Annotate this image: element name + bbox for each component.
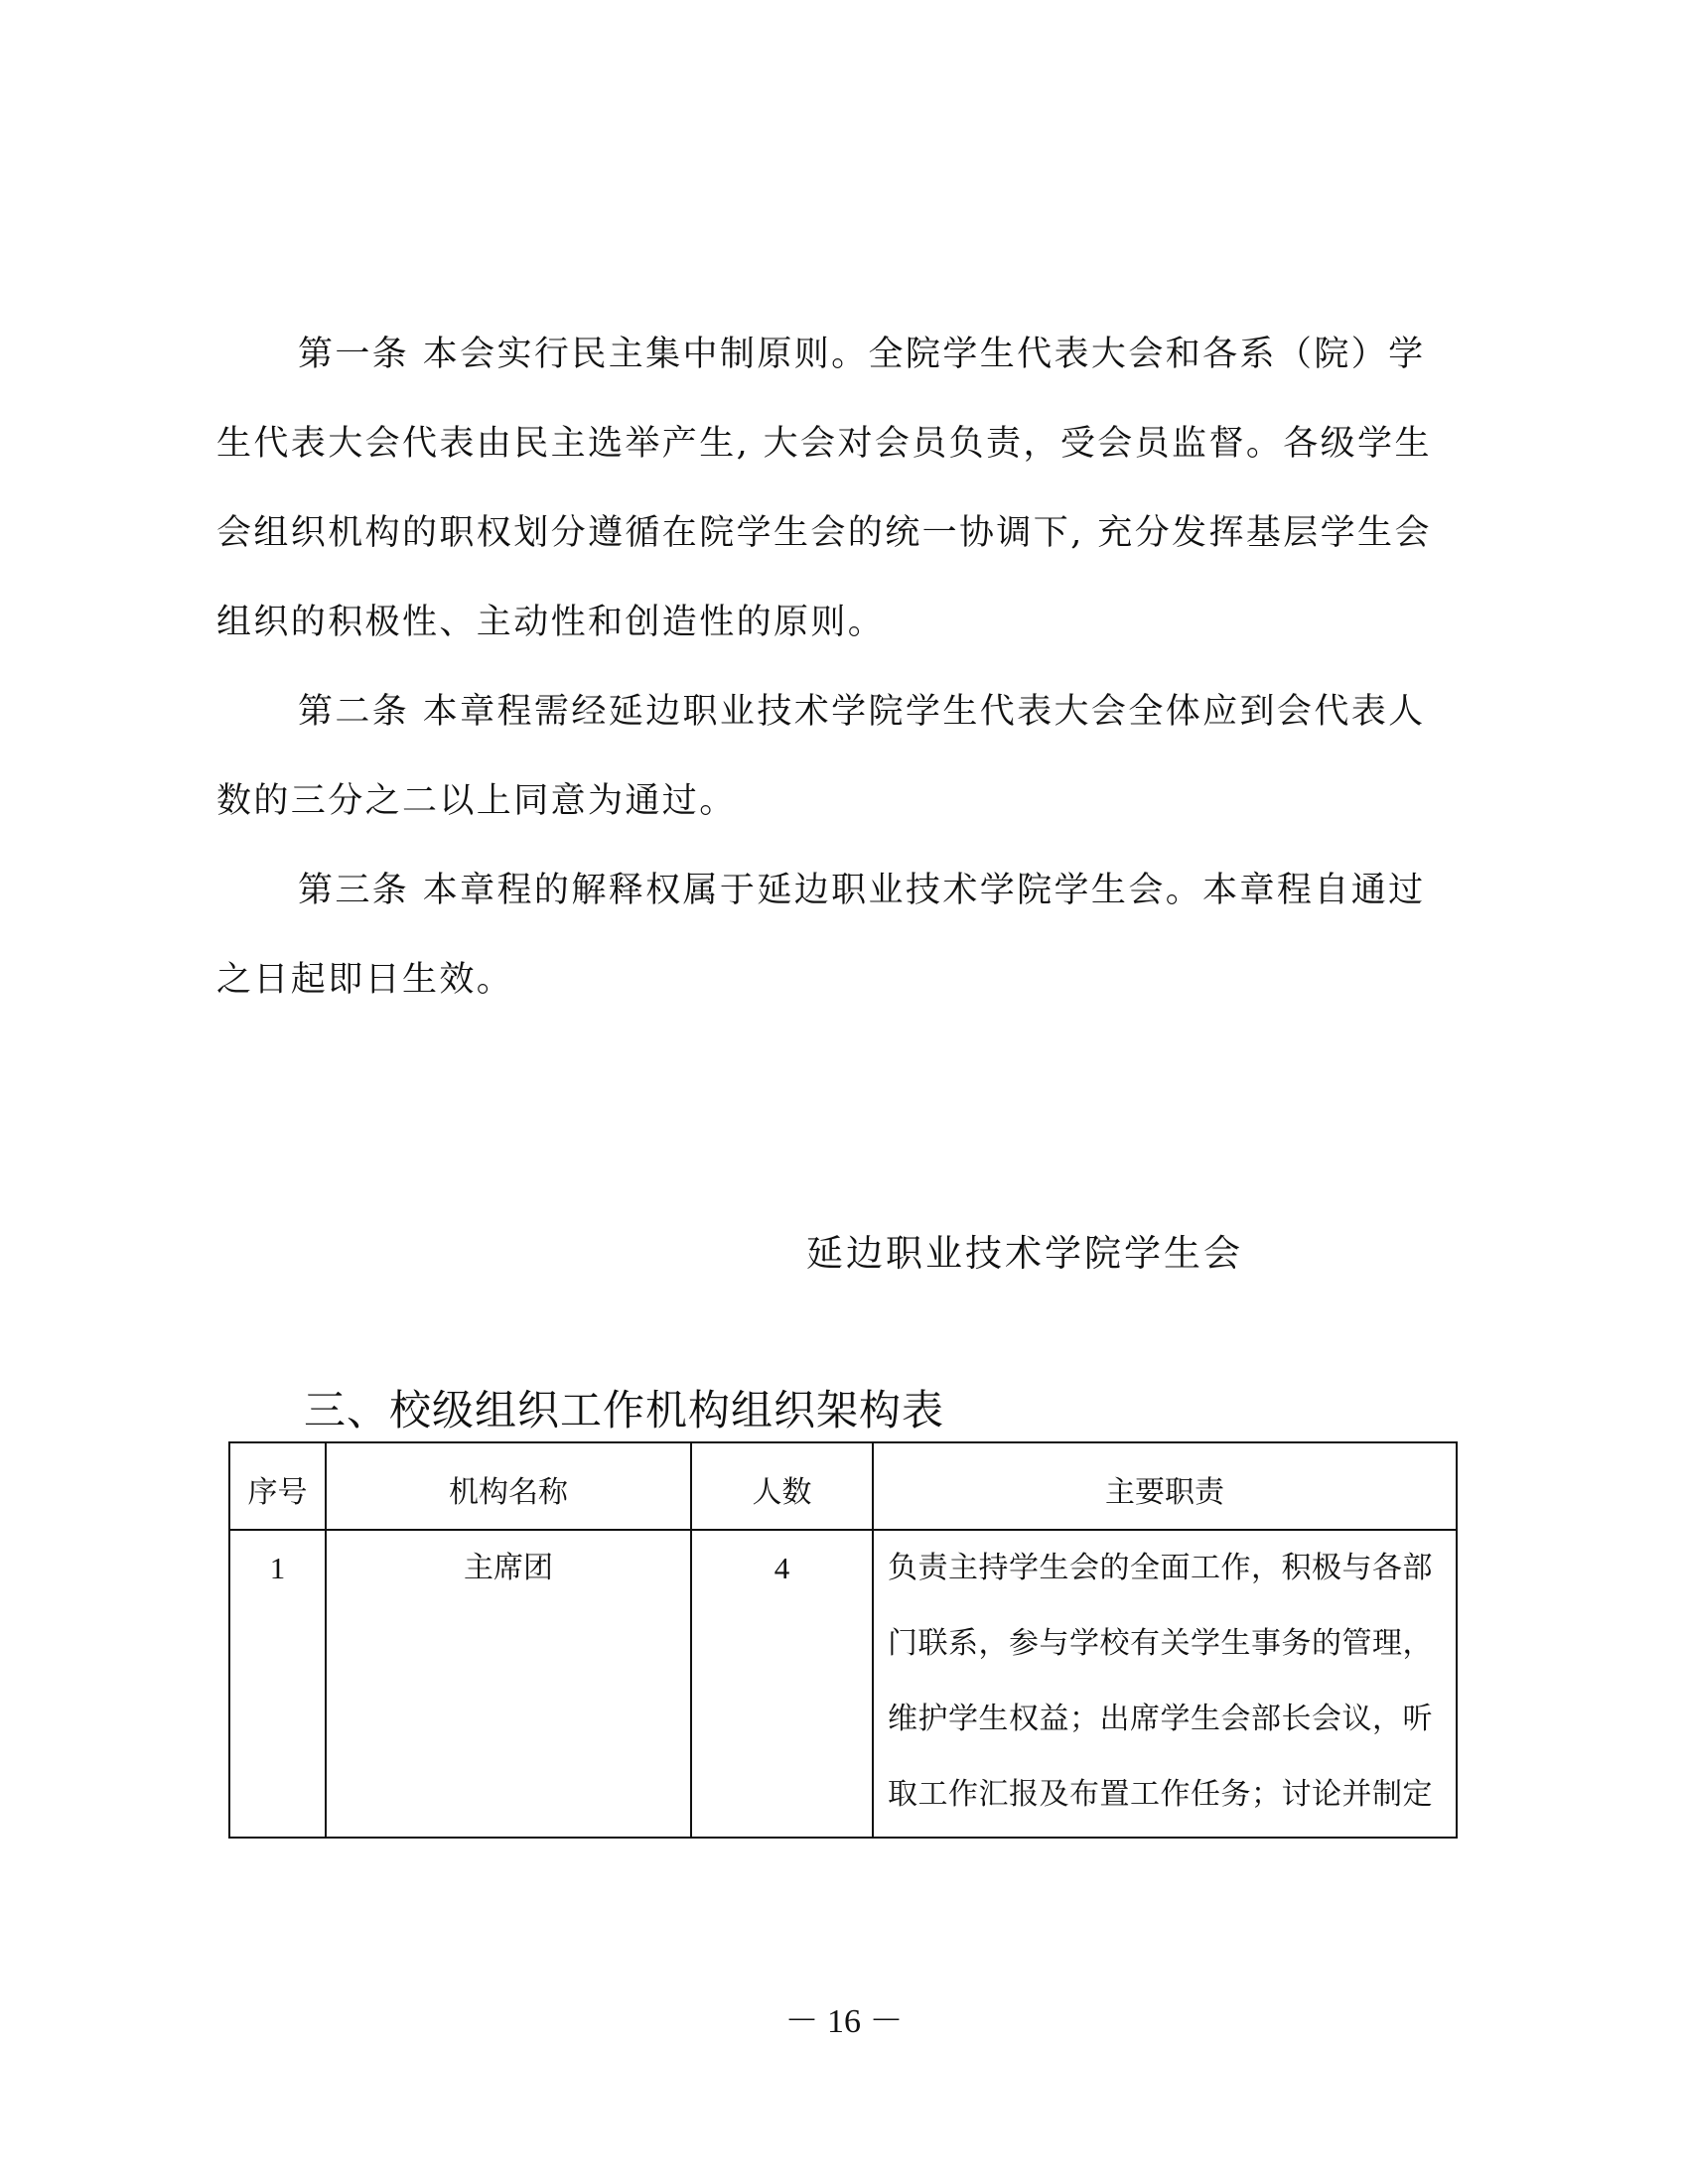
article-three-paragraph: 第三条 本章程的解释权属于延边职业技术学院学生会。本章程自通过之日起即日生效。	[216, 871, 1426, 1000]
row-name-cell	[326, 1530, 691, 1838]
row-count-cell	[691, 1530, 873, 1838]
row-count: 4	[774, 1551, 790, 1585]
header-index: 序号	[229, 1442, 326, 1530]
page-number: － 16 －	[784, 2003, 904, 2040]
article-two-paragraph: 第二条 本章程需经延边职业技术学院学生代表大会全体应到会代表人数的三分之二以上同意为通过。	[216, 692, 1426, 821]
signature: 延边职业技术学院学生会	[806, 1232, 1243, 1275]
row-index: 1	[269, 1551, 286, 1585]
org-structure-table	[228, 1441, 1458, 1839]
table-header-row	[229, 1442, 1457, 1530]
article-one-paragraph: 第一条 本会实行民主集中制原则。全院学生代表大会和各系（院）学生代表大会代表由民主选举产生, 大会对会员负责，受会员监督。各级学生会组织机构的职权划分遵循在院学生会的统一协调下, 充分发挥基层学生会组织的积极性、主动性和创造性的原则。	[216, 335, 1432, 642]
header-duties: 主要职责	[873, 1442, 1457, 1530]
section-heading: 三、校级组织工作机构组织架构表	[304, 1386, 945, 1434]
header-count: 人数	[691, 1442, 873, 1530]
row-index-cell	[229, 1530, 326, 1838]
row-duties-cell	[873, 1530, 1457, 1838]
table-row	[229, 1530, 1457, 1838]
header-name: 机构名称	[326, 1442, 691, 1530]
row-duties: 负责主持学生会的全面工作，积极与各部门联系，参与学校有关学生事务的管理，维护学生权益；出席学生会部长会议，听取工作汇报及布置工作任务；讨论并制定	[888, 1551, 1433, 1812]
row-name: 主席团	[464, 1551, 553, 1585]
